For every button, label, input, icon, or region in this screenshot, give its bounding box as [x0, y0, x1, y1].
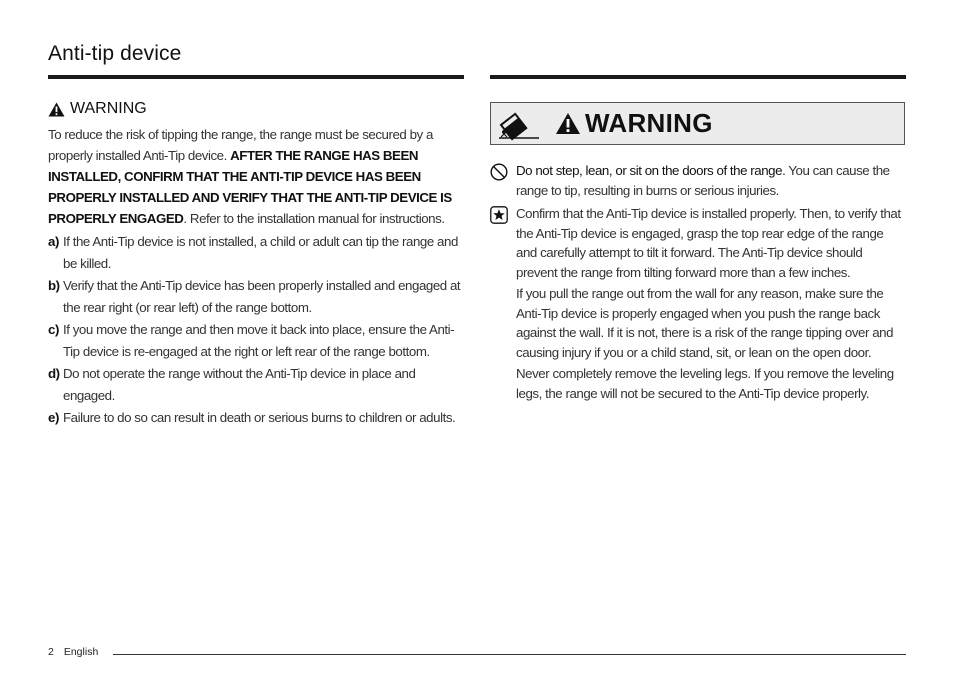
warning-triangle-icon: [555, 112, 581, 135]
prohibition-bold-text: Do not step, lean, or sit on the doors of the range: [516, 163, 783, 178]
prohibition-icon: [490, 163, 508, 181]
warning-triangle-icon: [48, 102, 65, 117]
page-footer: [48, 646, 98, 658]
title-rule-right: [490, 75, 906, 79]
warning-banner-label: WARNING: [585, 108, 713, 138]
warning-banner: [490, 102, 905, 145]
warning-heading: [48, 100, 464, 118]
list-item-text: If the Anti-Tip device is not installed, a child or adult can tip the range and be killed.: [63, 234, 458, 271]
list-item-label: d): [48, 366, 60, 381]
title-rule-left: [48, 75, 464, 79]
list-item: [48, 319, 464, 363]
list-item-text: Failure to do so can result in death or serious burns to children or adults.: [63, 410, 456, 425]
list-item: [48, 275, 464, 319]
list-item: [48, 363, 464, 407]
range-tipping-icon: [497, 107, 541, 141]
warning-list: [48, 231, 464, 429]
list-item-text: Do not operate the range without the Anti-Tip device in place and engaged.: [63, 366, 416, 403]
list-item-label: c): [48, 322, 59, 337]
warning-intro: [48, 124, 464, 229]
intro-tail-text: . Refer to the installation manual for instructions.: [183, 211, 445, 226]
list-item-text: If you move the range and then move it back into place, ensure the Anti-Tip device is re-engaged at the right or left rear of the range bottom.: [63, 322, 455, 359]
list-item: [48, 407, 464, 429]
prohibition-text: [516, 161, 906, 200]
important-text: [516, 204, 906, 403]
star-icon: [490, 206, 508, 224]
list-item-label: e): [48, 410, 59, 425]
page-number: 2: [48, 646, 54, 658]
footer-language: English: [63, 646, 99, 658]
intro-bold-text: AFTER THE RANGE HAS BEEN INSTALLED, CONFIRM THAT THE ANTI-TIP DEVICE HAS BEEN PROPERLY INSTALLED AND VERIFY THAT THE ANTI-TIP DEVICE IS PROPERLY ENGAGED: [48, 148, 452, 226]
list-item: [48, 231, 464, 275]
left-column: [48, 100, 464, 429]
important-paragraph: Confirm that the Anti-Tip device is installed properly. Then, to verify that the Anti-Tip device is engaged, grasp the top rear edge of the range and carefully attempt to tilt it forward. The Anti-Tip device should prevent the range from tilting forward more than a few inches.: [516, 206, 901, 280]
page-title: Anti-tip device: [48, 42, 182, 65]
prohibition-detail-text: . You can cause the range to tip, resulting in burns or serious injuries.: [516, 163, 890, 198]
important-paragraph: If you pull the range out from the wall for any reason, make sure the Anti-Tip device is properly engaged when you push the range back against the wall. If it is not, there is a risk of the range tipping over and causing injury if you or a child stand, sit, or lean on the open door.: [516, 286, 894, 360]
intro-text: To reduce the risk of tipping the range, the range must be secured by a properly installed Anti-Tip device.: [48, 127, 433, 163]
list-item-label: b): [48, 278, 60, 293]
list-item-text: Verify that the Anti-Tip device has been properly installed and engaged at the rear right (or rear left) of the range bottom.: [63, 278, 461, 315]
footer-rule: [113, 654, 906, 655]
list-item-label: a): [48, 234, 59, 249]
important-item: [490, 204, 906, 405]
prohibition-item: [490, 161, 906, 200]
warning-label: WARNING: [70, 100, 147, 117]
important-paragraph: Never completely remove the leveling legs. If you remove the leveling legs, the range will not be secured to the Anti-Tip device properly.: [516, 366, 894, 401]
